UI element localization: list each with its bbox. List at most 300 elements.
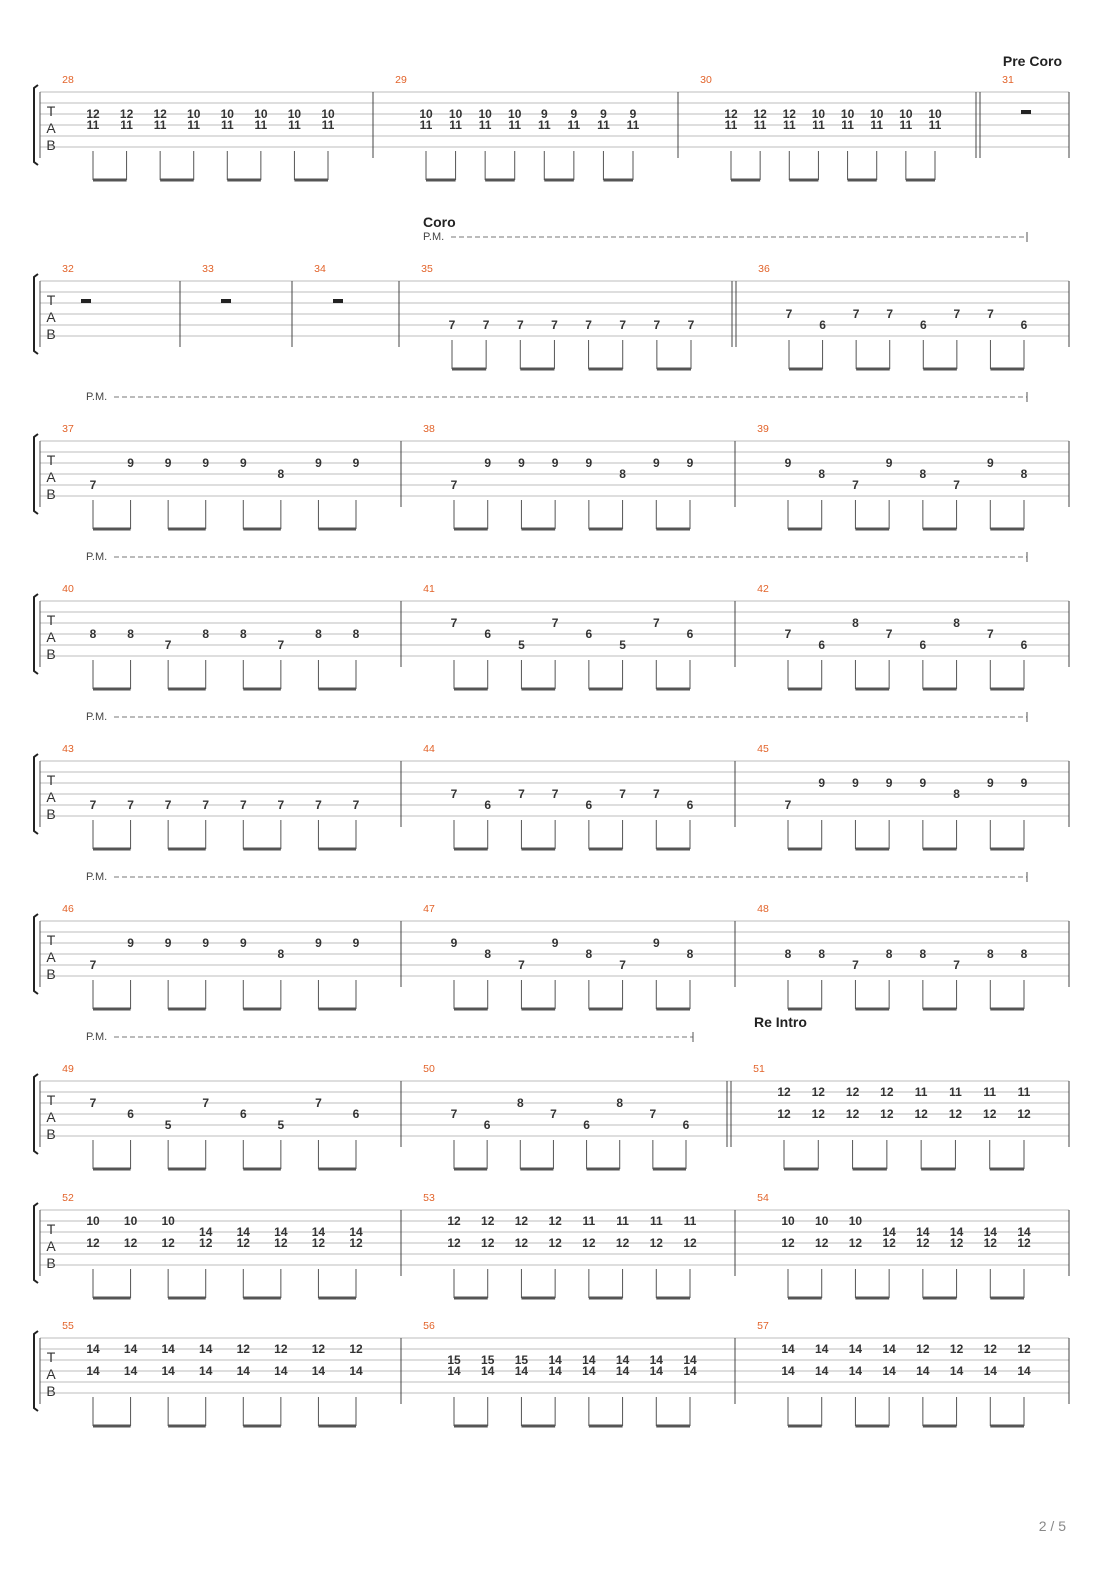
fret-number: 7 — [551, 787, 559, 801]
tab-clef-letter: A — [46, 789, 56, 805]
fret-number: 14 — [683, 1364, 697, 1378]
fret-number: 7 — [127, 798, 134, 812]
measure-number: 56 — [423, 1320, 435, 1332]
fret-number: 7 — [652, 616, 660, 630]
fret-number: 12 — [548, 1214, 562, 1228]
section-marker: Pre Coro — [1002, 53, 1062, 69]
fret-number: 14 — [447, 1364, 461, 1378]
fret-number: 12 — [649, 1236, 663, 1250]
fret-number: 7 — [550, 1107, 557, 1121]
fret-number: 8 — [818, 467, 826, 481]
fret-number: 9 — [1020, 776, 1028, 790]
measure-number: 35 — [421, 263, 433, 275]
fret-number: 8 — [239, 627, 247, 641]
fret-number: 10 — [448, 107, 463, 121]
system-bracket — [34, 1074, 38, 1154]
palm-mute-label: P.M. — [86, 1031, 108, 1043]
fret-number: 11 — [899, 118, 913, 132]
fret-number: 7 — [687, 318, 695, 332]
fret-number: 8 — [953, 616, 960, 630]
fret-number: 10 — [287, 107, 302, 121]
fret-number: 11 — [582, 1214, 596, 1228]
fret-number: 12 — [86, 107, 100, 121]
fret-number: 9 — [315, 456, 322, 470]
fret-number: 12 — [811, 1107, 825, 1121]
fret-number: 9 — [127, 936, 134, 950]
fret-number: 12 — [724, 107, 738, 121]
fret-number: 11 — [254, 118, 268, 132]
fret-number: 7 — [649, 1107, 657, 1121]
fret-number: 5 — [164, 1118, 172, 1132]
fret-number: 8 — [315, 627, 322, 641]
section-marker: Re Intro — [754, 1014, 807, 1030]
rest-symbol — [1021, 110, 1031, 114]
fret-number: 8 — [1020, 947, 1028, 961]
fret-number: 12 — [311, 1342, 326, 1356]
fret-number: 7 — [987, 307, 994, 321]
fret-number: 12 — [845, 1085, 860, 1099]
fret-number: 10 — [848, 1214, 863, 1228]
fret-number: 15 — [514, 1353, 529, 1367]
tab-clef-letter: B — [46, 966, 56, 982]
fret-number: 9 — [202, 936, 210, 950]
measure-number: 44 — [423, 743, 435, 755]
fret-number: 14 — [781, 1364, 795, 1378]
fret-number: 14 — [781, 1342, 795, 1356]
measure-number: 34 — [314, 263, 326, 275]
tab-clef-letter: B — [46, 646, 56, 662]
measure-number: 45 — [757, 743, 769, 755]
fret-number: 12 — [916, 1342, 930, 1356]
fret-number: 9 — [818, 776, 826, 790]
fret-number: 14 — [882, 1225, 896, 1239]
fret-number: 9 — [315, 936, 322, 950]
fret-number: 8 — [277, 947, 285, 961]
measure-number: 36 — [758, 263, 770, 275]
tab-clef-letter: T — [46, 1349, 56, 1365]
fret-number: 12 — [447, 1214, 461, 1228]
measure-number: 40 — [62, 583, 74, 595]
measure-number: 41 — [423, 583, 435, 595]
fret-number: 14 — [161, 1342, 175, 1356]
fret-number: 7 — [953, 958, 960, 972]
fret-number: 12 — [153, 107, 167, 121]
fret-number: 11 — [187, 118, 201, 132]
fret-number: 8 — [619, 467, 626, 481]
fret-number: 9 — [239, 936, 247, 950]
fret-number: 14 — [882, 1342, 896, 1356]
fret-number: 7 — [516, 318, 524, 332]
fret-number: 11 — [841, 118, 854, 132]
fret-number: 12 — [481, 1236, 495, 1250]
fret-number: 11 — [616, 1214, 629, 1228]
fret-number: 11 — [626, 118, 640, 132]
measure-number: 37 — [62, 423, 74, 435]
fret-number: 14 — [1017, 1225, 1031, 1239]
fret-number: 12 — [481, 1214, 495, 1228]
fret-number: 9 — [450, 936, 458, 950]
fret-number: 14 — [86, 1364, 100, 1378]
fret-number: 9 — [127, 456, 134, 470]
fret-number: 14 — [1017, 1364, 1031, 1378]
fret-number: 14 — [615, 1353, 630, 1367]
fret-number: 6 — [919, 318, 927, 332]
fret-number: 10 — [161, 1214, 175, 1228]
fret-number: 9 — [585, 456, 593, 470]
fret-number: 11 — [419, 118, 433, 132]
fret-number: 12 — [777, 1107, 791, 1121]
fret-number: 14 — [349, 1364, 363, 1378]
fret-number: 7 — [852, 478, 859, 492]
fret-number: 6 — [483, 1118, 491, 1132]
tab-clef-letter: T — [46, 103, 56, 119]
fret-number: 11 — [1017, 1085, 1031, 1099]
fret-number: 14 — [311, 1364, 326, 1378]
fret-number: 8 — [202, 627, 210, 641]
measure-number: 38 — [423, 423, 435, 435]
fret-number: 11 — [220, 118, 234, 132]
fret-number: 7 — [886, 307, 894, 321]
measure-number: 54 — [757, 1192, 769, 1204]
fret-number: 12 — [447, 1236, 461, 1250]
fret-number: 5 — [277, 1118, 285, 1132]
fret-number: 12 — [815, 1236, 829, 1250]
fret-number: 14 — [615, 1364, 630, 1378]
fret-number: 14 — [236, 1225, 250, 1239]
fret-number: 12 — [274, 1342, 288, 1356]
fret-number: 11 — [782, 118, 796, 132]
fret-number: 10 — [123, 1214, 138, 1228]
fret-number: 7 — [986, 627, 994, 641]
fret-number: 7 — [652, 787, 660, 801]
palm-mute-label: P.M. — [86, 551, 108, 563]
system-bracket — [34, 434, 38, 514]
measure-number: 57 — [757, 1320, 769, 1332]
fret-number: 10 — [899, 107, 913, 121]
fret-number: 8 — [953, 787, 960, 801]
system-bracket — [34, 274, 38, 354]
fret-number: 14 — [983, 1364, 997, 1378]
fret-number: 9 — [518, 456, 525, 470]
fret-number: 12 — [845, 1107, 860, 1121]
fret-number: 14 — [123, 1342, 138, 1356]
fret-number: 7 — [619, 958, 626, 972]
fret-number: 11 — [597, 118, 610, 132]
fret-number: 8 — [919, 947, 927, 961]
fret-number: 14 — [274, 1225, 288, 1239]
fret-number: 12 — [811, 1085, 825, 1099]
measure-number: 46 — [62, 903, 74, 915]
fret-number: 11 — [288, 118, 301, 132]
fret-number: 6 — [484, 798, 492, 812]
fret-number: 11 — [449, 118, 462, 132]
fret-number: 12 — [777, 1085, 791, 1099]
tab-clef-letter: T — [46, 452, 56, 468]
rest-symbol — [221, 299, 231, 303]
fret-number: 7 — [315, 1096, 322, 1110]
fret-number: 7 — [619, 318, 627, 332]
fret-number: 7 — [450, 1107, 458, 1121]
fret-number: 10 — [187, 107, 201, 121]
fret-number: 7 — [89, 478, 97, 492]
fret-number: 5 — [619, 638, 626, 652]
fret-number: 12 — [123, 1236, 138, 1250]
fret-number: 6 — [583, 1118, 590, 1132]
tab-clef-letter: B — [46, 1255, 56, 1271]
fret-number: 10 — [419, 107, 433, 121]
measure-number: 31 — [1002, 74, 1014, 86]
fret-number: 9 — [202, 456, 210, 470]
fret-number: 7 — [450, 478, 458, 492]
fret-number: 10 — [508, 107, 522, 121]
fret-number: 14 — [949, 1364, 964, 1378]
tab-clef-letter: T — [46, 772, 56, 788]
fret-number: 11 — [649, 1214, 663, 1228]
fret-number: 9 — [570, 107, 578, 121]
fret-number: 12 — [948, 1107, 963, 1121]
fret-number: 12 — [983, 1236, 997, 1250]
fret-number: 7 — [202, 1096, 210, 1110]
fret-number: 12 — [199, 1236, 213, 1250]
system-bracket — [34, 754, 38, 834]
tab-clef-letter: B — [46, 1126, 56, 1142]
fret-number: 12 — [582, 1236, 596, 1250]
fret-number: 15 — [447, 1353, 461, 1367]
fret-number: 9 — [784, 456, 792, 470]
fret-number: 10 — [928, 107, 942, 121]
palm-mute-label: P.M. — [86, 871, 108, 883]
fret-number: 12 — [848, 1236, 863, 1250]
fret-number: 6 — [484, 627, 492, 641]
fret-number: 12 — [1017, 1342, 1031, 1356]
fret-number: 14 — [882, 1364, 896, 1378]
fret-number: 14 — [848, 1364, 863, 1378]
fret-number: 12 — [983, 1107, 997, 1121]
fret-number: 14 — [199, 1364, 213, 1378]
fret-number: 10 — [840, 107, 855, 121]
fret-number: 14 — [582, 1364, 596, 1378]
fret-number: 14 — [514, 1364, 529, 1378]
fret-number: 10 — [781, 1214, 795, 1228]
fret-number: 7 — [585, 318, 592, 332]
fret-number: 12 — [274, 1236, 288, 1250]
fret-number: 7 — [164, 638, 172, 652]
fret-number: 12 — [753, 107, 767, 121]
fret-number: 7 — [518, 958, 525, 972]
fret-number: 7 — [953, 478, 960, 492]
tab-clef-letter: A — [46, 309, 56, 325]
fret-number: 6 — [585, 798, 593, 812]
fret-number: 12 — [161, 1236, 175, 1250]
fret-number: 11 — [812, 118, 825, 132]
fret-number: 12 — [548, 1236, 562, 1250]
fret-number: 14 — [582, 1353, 596, 1367]
fret-number: 7 — [277, 798, 285, 812]
fret-number: 14 — [199, 1225, 213, 1239]
fret-number: 12 — [1017, 1236, 1031, 1250]
fret-number: 14 — [916, 1364, 930, 1378]
fret-number: 8 — [127, 627, 134, 641]
tab-clef-letter: A — [46, 1238, 56, 1254]
fret-number: 8 — [89, 627, 97, 641]
rest-symbol — [333, 299, 343, 303]
measure-number: 29 — [395, 74, 407, 86]
fret-number: 14 — [311, 1225, 326, 1239]
fret-number: 12 — [349, 1236, 363, 1250]
fret-number: 9 — [986, 456, 994, 470]
fret-number: 14 — [916, 1225, 930, 1239]
fret-number: 8 — [277, 467, 285, 481]
palm-mute-label: P.M. — [423, 231, 445, 243]
fret-number: 9 — [352, 936, 360, 950]
fret-number: 7 — [89, 1096, 97, 1110]
fret-number: 9 — [239, 456, 247, 470]
fret-number: 11 — [870, 118, 884, 132]
tab-clef-letter: B — [46, 326, 56, 342]
fret-number: 10 — [811, 107, 826, 121]
fret-number: 7 — [953, 307, 961, 321]
fret-number: 7 — [784, 798, 792, 812]
measure-number: 32 — [62, 263, 74, 275]
fret-number: 9 — [352, 456, 360, 470]
measure-number: 28 — [62, 74, 74, 86]
tab-clef-letter: T — [46, 292, 56, 308]
measure-number: 49 — [62, 1063, 74, 1075]
fret-number: 12 — [1017, 1107, 1031, 1121]
tab-clef-letter: A — [46, 1109, 56, 1125]
fret-number: 14 — [649, 1364, 663, 1378]
fret-number: 9 — [164, 936, 172, 950]
fret-number: 8 — [484, 947, 492, 961]
fret-number: 12 — [514, 1214, 529, 1228]
fret-number: 11 — [153, 118, 167, 132]
fret-number: 14 — [199, 1342, 213, 1356]
fret-number: 6 — [919, 638, 927, 652]
fret-number: 7 — [518, 787, 525, 801]
fret-number: 7 — [89, 958, 97, 972]
fret-number: 8 — [986, 947, 994, 961]
fret-number: 14 — [683, 1353, 697, 1367]
measure-number: 42 — [757, 583, 769, 595]
measure-number: 55 — [62, 1320, 74, 1332]
fret-number: 12 — [236, 1236, 250, 1250]
fret-number: 7 — [885, 627, 893, 641]
fret-number: 12 — [236, 1342, 250, 1356]
fret-number: 7 — [653, 318, 661, 332]
palm-mute-label: P.M. — [86, 391, 108, 403]
fret-number: 9 — [600, 107, 607, 121]
fret-number: 8 — [818, 947, 826, 961]
fret-number: 14 — [815, 1342, 829, 1356]
fret-number: 9 — [686, 456, 694, 470]
fret-number: 14 — [349, 1225, 363, 1239]
fret-number: 14 — [548, 1353, 562, 1367]
fret-number: 6 — [686, 798, 694, 812]
fret-number: 9 — [164, 456, 172, 470]
measure-number: 52 — [62, 1192, 74, 1204]
fret-number: 12 — [914, 1107, 928, 1121]
fret-number: 10 — [870, 107, 884, 121]
measure-number: 50 — [423, 1063, 435, 1075]
tab-clef-letter: A — [46, 949, 56, 965]
fret-number: 8 — [352, 627, 360, 641]
fret-number: 10 — [220, 107, 234, 121]
fret-number: 7 — [482, 318, 490, 332]
fret-number: 12 — [615, 1236, 630, 1250]
fret-number: 10 — [478, 107, 492, 121]
tab-clef-letter: A — [46, 1366, 56, 1382]
fret-number: 7 — [450, 787, 458, 801]
fret-number: 9 — [885, 776, 893, 790]
fret-number: 7 — [448, 318, 456, 332]
fret-number: 14 — [983, 1225, 997, 1239]
fret-number: 6 — [239, 1107, 247, 1121]
fret-number: 9 — [986, 776, 994, 790]
measure-number: 43 — [62, 743, 74, 755]
system-bracket — [34, 594, 38, 674]
fret-number: 8 — [784, 947, 792, 961]
fret-number: 8 — [686, 947, 694, 961]
fret-number: 7 — [89, 798, 97, 812]
fret-number: 11 — [949, 1085, 962, 1099]
fret-number: 11 — [753, 118, 767, 132]
fret-number: 12 — [882, 1236, 896, 1250]
system-bracket — [34, 85, 38, 165]
fret-number: 6 — [1020, 638, 1028, 652]
fret-number: 8 — [1020, 467, 1028, 481]
measure-number: 39 — [757, 423, 769, 435]
system-bracket — [34, 914, 38, 994]
fret-number: 14 — [161, 1364, 175, 1378]
fret-number: 11 — [86, 118, 100, 132]
tab-clef-letter: B — [46, 806, 56, 822]
fret-number: 12 — [949, 1342, 964, 1356]
fret-number: 14 — [815, 1364, 829, 1378]
fret-number: 10 — [86, 1214, 100, 1228]
fret-number: 11 — [508, 118, 522, 132]
fret-number: 7 — [315, 798, 322, 812]
fret-number: 9 — [629, 107, 637, 121]
fret-number: 14 — [123, 1364, 138, 1378]
fret-number: 14 — [274, 1364, 288, 1378]
system-bracket — [34, 1203, 38, 1283]
fret-number: 5 — [518, 638, 525, 652]
page-number: 2 / 5 — [1038, 1518, 1066, 1534]
fret-number: 11 — [914, 1085, 928, 1099]
fret-number: 10 — [321, 107, 335, 121]
fret-number: 15 — [481, 1353, 495, 1367]
fret-number: 12 — [514, 1236, 529, 1250]
measure-number: 53 — [423, 1192, 435, 1204]
fret-number: 7 — [450, 616, 458, 630]
tab-clef-letter: A — [46, 469, 56, 485]
tab-clef-letter: A — [46, 120, 56, 136]
tab-clef-letter: T — [46, 612, 56, 628]
fret-number: 7 — [551, 318, 558, 332]
fret-number: 7 — [239, 798, 247, 812]
fret-number: 12 — [683, 1236, 697, 1250]
fret-number: 9 — [551, 936, 559, 950]
fret-number: 8 — [585, 947, 593, 961]
fret-number: 8 — [919, 467, 927, 481]
system-bracket — [34, 1331, 38, 1411]
fret-number: 11 — [567, 118, 581, 132]
fret-number: 12 — [782, 107, 796, 121]
fret-number: 6 — [1020, 318, 1028, 332]
measure-number: 47 — [423, 903, 435, 915]
fret-number: 7 — [164, 798, 172, 812]
measure-number: 30 — [700, 74, 712, 86]
